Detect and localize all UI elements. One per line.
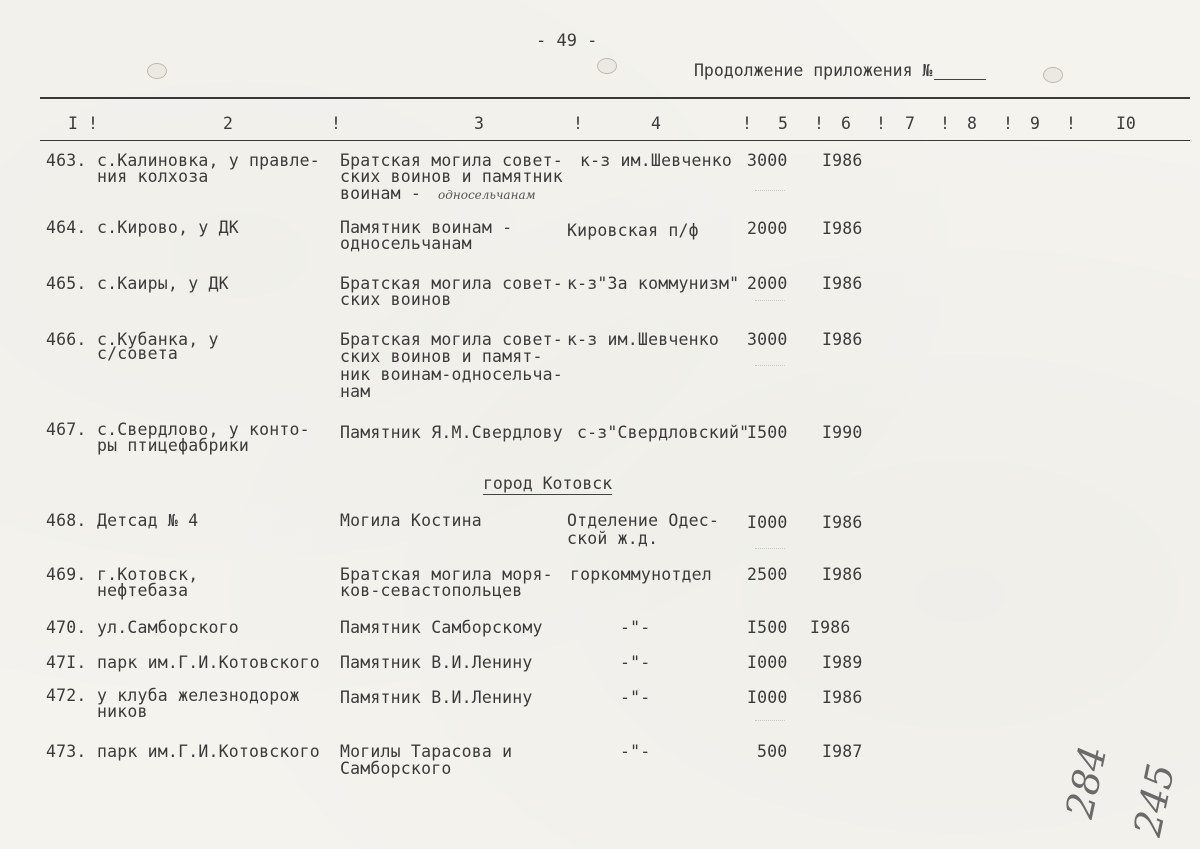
monument-line: Могилы Тарасова и [340, 742, 513, 761]
cost-value: I500 [747, 423, 788, 442]
dot-mark [755, 300, 785, 301]
handwritten-note: односельчанам [438, 188, 536, 202]
cost-value: 2000 [747, 274, 788, 293]
row-number: 466. [46, 330, 87, 349]
year-value: I990 [822, 423, 863, 442]
owner-line: ской ж.д. [567, 529, 659, 548]
monument-line: Памятник В.И.Ленину [340, 653, 533, 672]
year-value: I986 [810, 618, 851, 637]
dot-mark [755, 720, 785, 721]
col-sep: ! [876, 114, 886, 133]
col-header-9: 9 [1030, 114, 1040, 133]
year-value: I986 [822, 330, 863, 349]
place-line: с.Кирово, у ДК [97, 218, 239, 237]
owner-line: -"- [620, 688, 651, 707]
monument-line: односельчанам [340, 234, 472, 253]
col-sep: ! [742, 114, 752, 133]
monument-line: Памятник В.И.Ленину [340, 688, 533, 707]
monument-line: воинам - [340, 184, 432, 203]
year-value: I987 [822, 742, 863, 761]
dot-mark [755, 548, 785, 549]
year-value: I986 [822, 688, 863, 707]
monument-line: ских воинов и памят- [340, 347, 543, 366]
continuation-text: Продолжение приложения № [694, 61, 933, 80]
monument-line: Самборского [340, 759, 452, 778]
place-line: ников [97, 702, 148, 721]
monument-line: ков-севастопольцев [340, 581, 523, 600]
cost-value: 2000 [747, 219, 788, 238]
monument-line: Памятник воинам - [340, 218, 513, 237]
monument-line: Братская могила совет- [340, 151, 563, 170]
col-header-5: 5 [778, 114, 788, 133]
cost-value: I000 [747, 513, 788, 532]
year-value: I989 [822, 653, 863, 672]
place-line: у клуба железнодорож [97, 686, 300, 705]
col-header-3: 3 [474, 114, 484, 133]
dot-mark [755, 190, 785, 191]
col-header-6: 6 [841, 114, 851, 133]
year-value: I986 [822, 513, 863, 532]
owner-line: -"- [620, 653, 651, 672]
row-number: 465. [46, 274, 87, 293]
place-line: ул.Самборского [97, 618, 239, 637]
monument-line: Могила Костина [340, 511, 482, 530]
col-sep: ! [1066, 114, 1076, 133]
cost-value: I000 [747, 688, 788, 707]
punch-hole-right [1043, 67, 1063, 83]
monument-line: Памятник Я.М.Свердлову [340, 423, 563, 442]
place-line: с.Кубанка, у [97, 330, 219, 349]
col-sep: ! [88, 114, 98, 133]
row-number: 470. [46, 618, 87, 637]
monument-line: Братская могила совет- [340, 330, 563, 349]
col-sep: ! [331, 114, 341, 133]
row-number: 469. [46, 565, 87, 584]
place-line: с.Каиры, у ДК [97, 274, 229, 293]
place-line: нефтебаза [97, 581, 189, 600]
cost-value: 500 [757, 742, 788, 761]
place-line: Детсад № 4 [97, 511, 199, 530]
owner-line: с-з"Свердловский" [577, 423, 750, 442]
place-line: парк им.Г.И.Котовского [97, 653, 320, 672]
monument-line: нам [340, 382, 371, 401]
place-line: ры птицефабрики [97, 436, 250, 455]
col-header-2: 2 [223, 114, 233, 133]
col-sep: ! [940, 114, 950, 133]
monument-line: ских воинов и памятник [340, 167, 563, 186]
monument-line: ник воинам-односельча- [340, 365, 563, 384]
place-line: с.Калиновка, у правле- [97, 151, 320, 170]
punch-hole-center [597, 58, 617, 74]
col-header-7: 7 [905, 114, 915, 133]
cost-value: 2500 [747, 565, 788, 584]
col-sep: ! [573, 114, 583, 133]
row-number: 463. [46, 151, 87, 170]
page-number: - 49 - [536, 31, 598, 51]
punch-hole-left [147, 63, 167, 79]
row-number: 468. [46, 511, 87, 530]
header-top-rule [40, 97, 1190, 99]
row-number: 467. [46, 420, 87, 439]
header-bottom-rule [40, 140, 1190, 141]
col-header-8: 8 [967, 114, 977, 133]
owner-line: Кировская п/ф [567, 221, 699, 240]
owner-line: горкоммунотдел [570, 565, 712, 584]
section-title: город Котовск [483, 474, 613, 493]
row-number: 472. [46, 686, 87, 705]
monument-line: Братская могила моря- [340, 565, 553, 584]
cost-value: 3000 [747, 151, 788, 170]
owner-line: Отделение Одес- [567, 511, 720, 530]
place-line: ния колхоза [97, 167, 209, 186]
cost-value: I000 [747, 653, 788, 672]
row-number: 473. [46, 742, 87, 761]
continuation-heading [694, 61, 986, 80]
col-sep: ! [814, 114, 824, 133]
appendix-number-blank [934, 65, 986, 80]
cost-value: 3000 [747, 330, 788, 349]
col-header-10: I0 [1116, 114, 1136, 133]
owner-line: -"- [620, 618, 651, 637]
owner-line: к-з им.Шевченко [567, 330, 720, 349]
col-header-4: 4 [651, 114, 661, 133]
place-line: с/совета [97, 344, 179, 363]
place-line: г.Котовск, [97, 565, 199, 584]
row-number: 464. [46, 218, 87, 237]
col-sep: ! [1003, 114, 1013, 133]
year-value: I986 [822, 274, 863, 293]
row-number: 47I. [46, 653, 87, 672]
year-value: I986 [822, 565, 863, 584]
year-value: I986 [822, 219, 863, 238]
archive-mark: 245 [1125, 759, 1184, 841]
owner-line: к-з им.Шевченко [580, 151, 733, 170]
monument-line: ских воинов [340, 290, 452, 309]
owner-line: к-з"За коммунизм" [567, 274, 740, 293]
archive-mark: 284 [1057, 741, 1116, 823]
col-header-1: I [68, 114, 78, 133]
place-line: с.Свердлово, у конто- [97, 420, 310, 439]
monument-line: Братская могила совет- [340, 274, 563, 293]
monument-line: Памятник Самборскому [340, 618, 543, 637]
year-value: I986 [822, 151, 863, 170]
dot-mark [755, 365, 785, 366]
place-line: парк им.Г.И.Котовского [97, 742, 320, 761]
cost-value: I500 [747, 618, 788, 637]
owner-line: -"- [620, 742, 651, 761]
